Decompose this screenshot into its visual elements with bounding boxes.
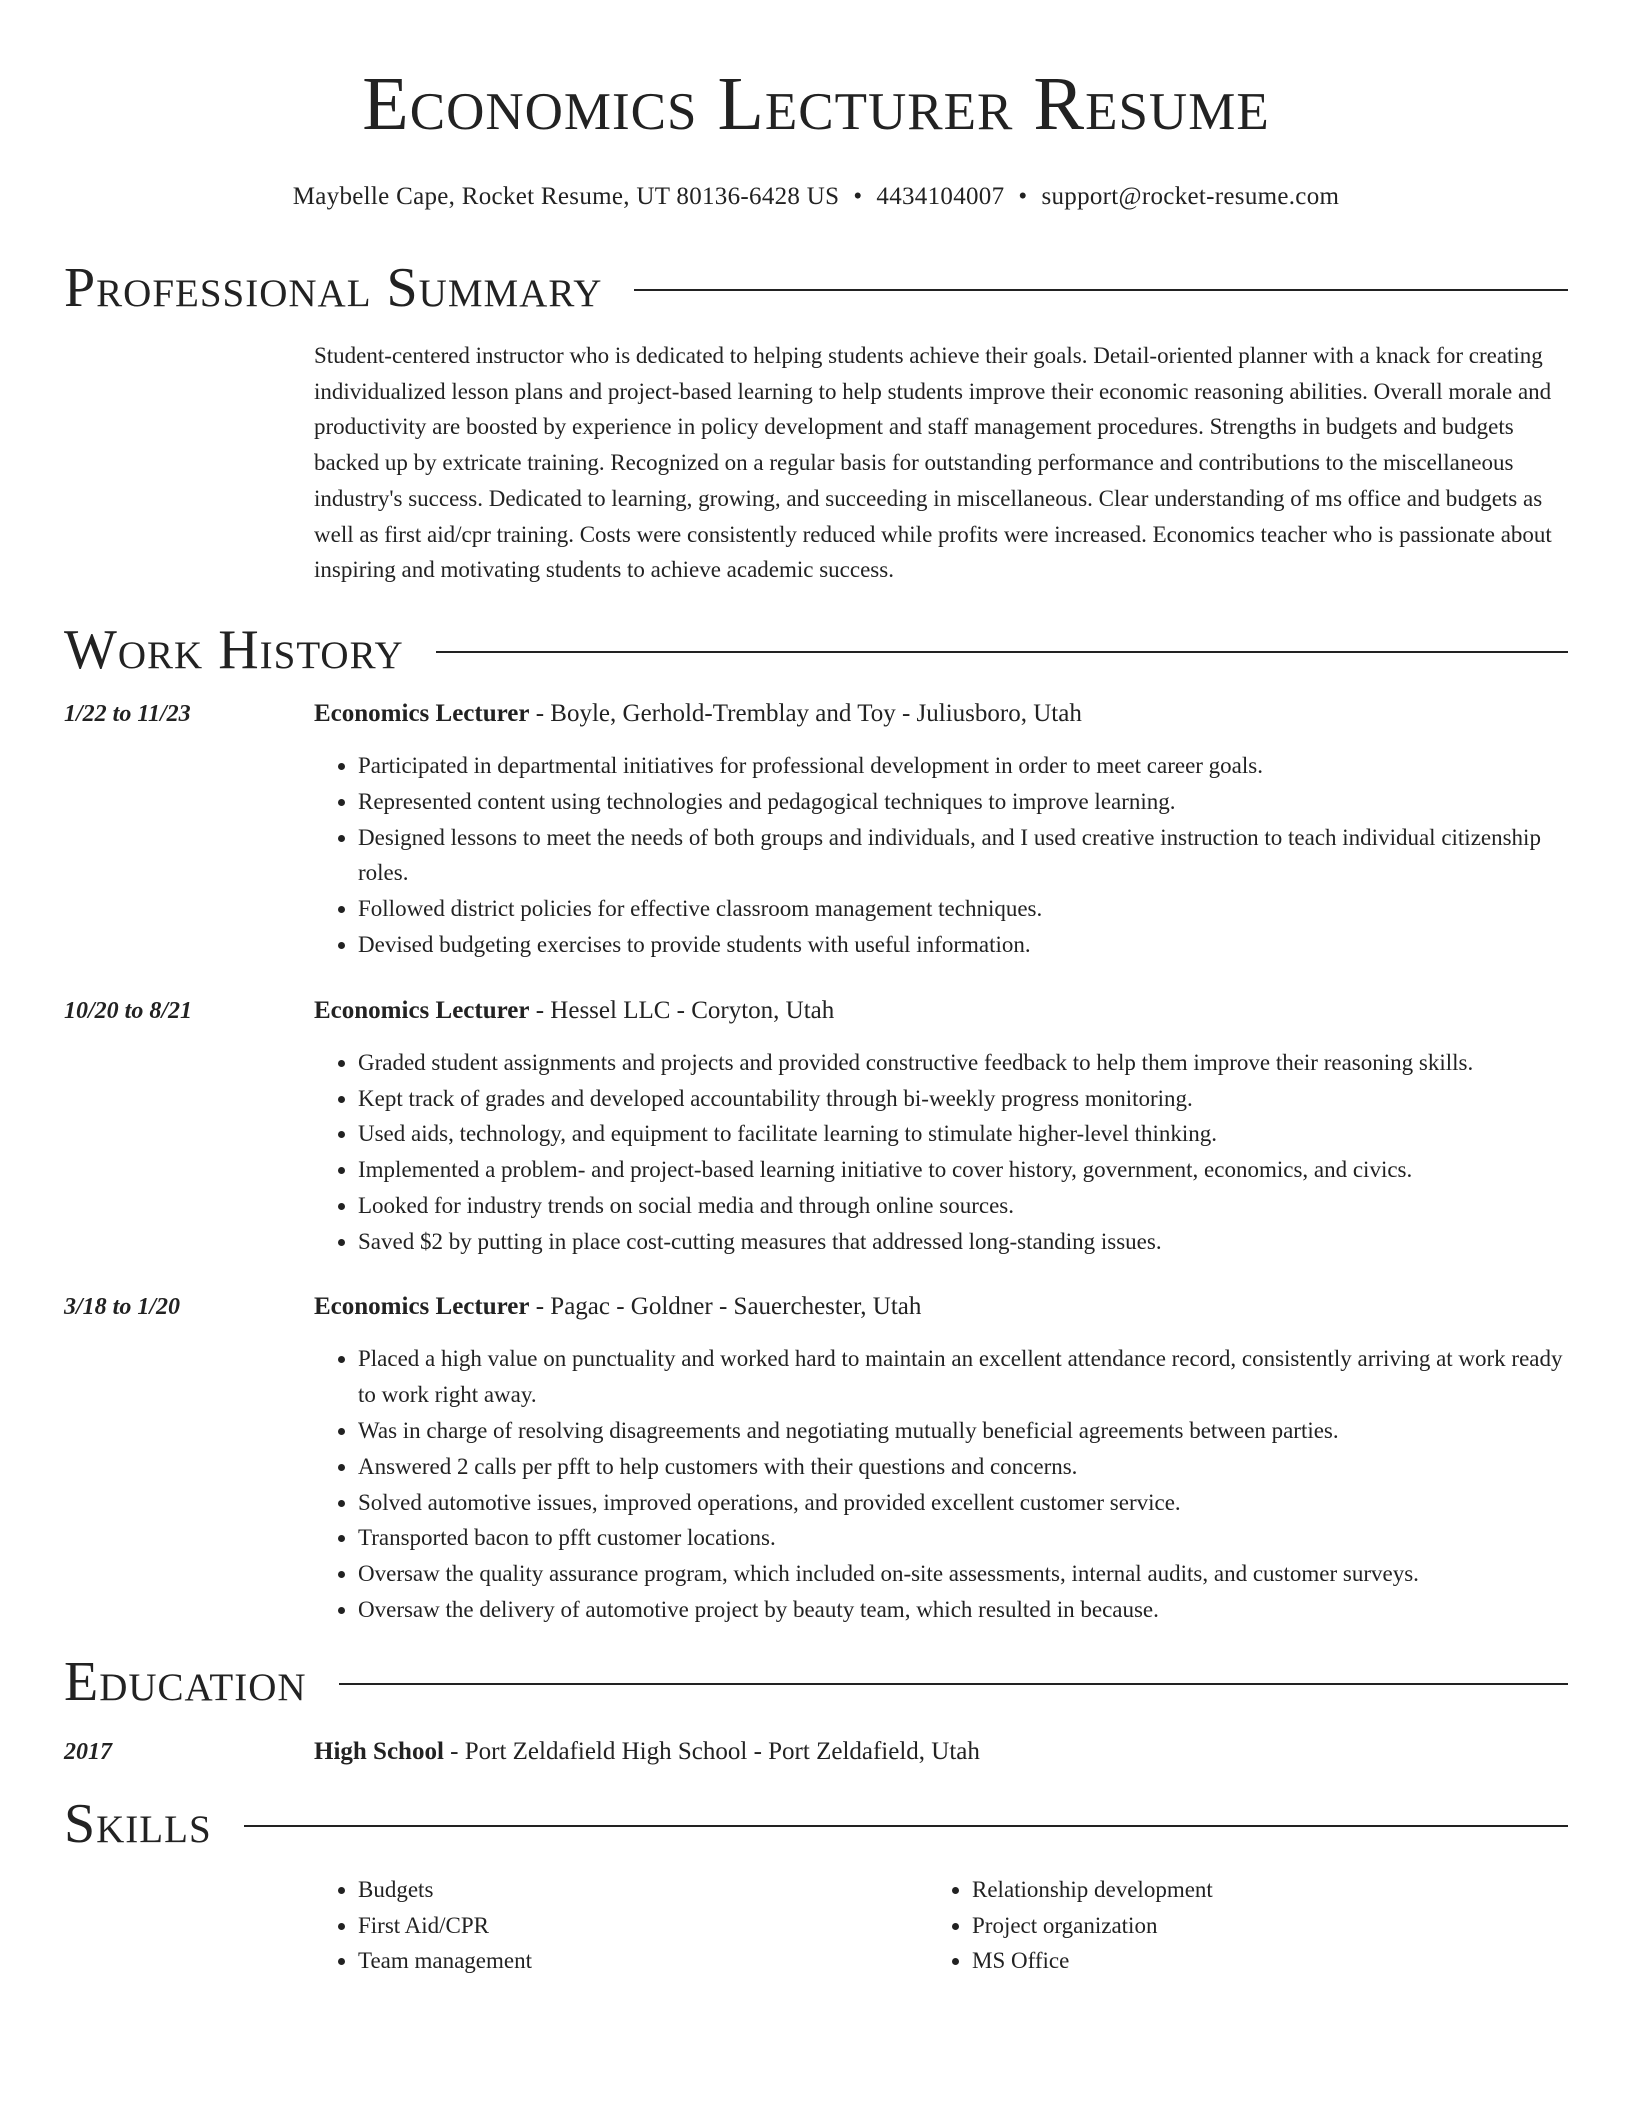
job-details: - Boyle, Gerhold-Tremblay and Toy - Juliusboro, Utah: [529, 699, 1082, 727]
job-bullet: • Represented content using technologies and pedagogical techniques to improve learning.: [358, 784, 1568, 820]
job-bullet: • Used aids, technology, and equipment to facilitate learning to stimulate higher-level thinking.: [358, 1116, 1568, 1152]
education-heading: Education: [64, 1650, 307, 1713]
skills-section-header: [64, 1792, 1568, 1856]
skill-item: • MS Office: [972, 1943, 1542, 1979]
education-entry: [64, 1734, 1568, 1770]
job-bullet: • Looked for industry trends on social media and through online sources.: [358, 1188, 1568, 1224]
contact-address: Maybelle Cape, Rocket Resume, UT 80136-6428 US: [292, 183, 840, 210]
contact-separator: •: [1018, 183, 1028, 210]
skill-item: • Team management: [358, 1943, 928, 1979]
job-title: Economics Lecturer: [314, 996, 530, 1024]
job-bullet: • Devised budgeting exercises to provide students with useful information.: [358, 927, 1568, 963]
skill-item: • Budgets: [358, 1872, 928, 1908]
job-entry: [64, 696, 1568, 963]
education-degree: High School: [314, 1737, 444, 1765]
skill-item: • Project organization: [972, 1908, 1542, 1944]
job-details: - Hessel LLC - Coryton, Utah: [529, 996, 835, 1024]
education-year: 2017: [64, 1738, 112, 1765]
job-entry: [64, 993, 1568, 1260]
job-bullet: • Kept track of grades and developed accountability through bi-weekly progress monitoring.: [358, 1081, 1568, 1117]
job-bullets: [314, 748, 1568, 963]
contact-line: [64, 182, 1568, 212]
section-divider: [634, 289, 1568, 291]
job-bullet: • Followed district policies for effective classroom management techniques.: [358, 891, 1568, 927]
job-title: Economics Lecturer: [314, 1293, 530, 1321]
job-heading-line: [314, 993, 1568, 1029]
section-divider: [339, 1683, 1568, 1685]
skill-item: • First Aid/CPR: [358, 1908, 928, 1944]
section-divider: [436, 651, 1568, 653]
job-bullet: • Placed a high value on punctuality and worked hard to maintain an excellent attendance record, consistently arriving at work ready to work right away.: [358, 1341, 1568, 1413]
contact-email: support@rocket-resume.com: [1041, 183, 1340, 210]
job-bullet: • Solved automotive issues, improved operations, and provided excellent customer service.: [358, 1485, 1568, 1521]
job-bullet: • Oversaw the delivery of automotive project by beauty team, which resulted in because.: [358, 1592, 1568, 1628]
education-body: [314, 1734, 1568, 1770]
job-heading-line: [314, 696, 1568, 732]
education-line: [314, 1734, 1568, 1770]
skills-column-right: [928, 1872, 1542, 1979]
skills-heading: Skills: [64, 1792, 212, 1855]
job-bullet: • Was in charge of resolving disagreements and negotiating mutually beneficial agreements between parties.: [358, 1413, 1568, 1449]
skills-list: [314, 1872, 1568, 1979]
job-dates: 3/18 to 1/20: [64, 1294, 181, 1321]
job-details: - Pagac - Goldner - Sauerchester, Utah: [529, 1293, 922, 1321]
work-heading: Work History: [64, 618, 404, 681]
job-dates: 1/22 to 11/23: [64, 700, 191, 727]
resume-title: Economics Lecturer Resume: [362, 62, 1270, 146]
contact-separator: •: [853, 183, 863, 210]
education-section-header: [64, 1650, 1568, 1714]
education-details: - Port Zeldafield High School - Port Zeldafield, Utah: [443, 1737, 980, 1765]
summary-section-header: [64, 256, 1568, 320]
job-body: [314, 993, 1568, 1260]
job-title: Economics Lecturer: [314, 699, 530, 727]
job-bullet: • Graded student assignments and projects and provided constructive feedback to help them improve their reasoning skills.: [358, 1045, 1568, 1081]
job-bullet: • Saved $2 by putting in place cost-cutting measures that addressed long-standing issues.: [358, 1224, 1568, 1260]
work-section-header: [64, 618, 1568, 682]
summary-heading: Professional Summary: [64, 257, 603, 319]
job-bullets: [314, 1341, 1568, 1627]
job-body: [314, 1289, 1568, 1627]
job-bullet: • Designed lessons to meet the needs of both groups and individuals, and I used creative instruction to teach individual citizenship roles.: [358, 820, 1568, 892]
section-divider: [244, 1825, 1568, 1827]
contact-phone: 4434104007: [876, 183, 1005, 210]
job-body: [314, 696, 1568, 963]
job-bullet: • Participated in departmental initiatives for professional development in order to meet career goals.: [358, 748, 1568, 784]
job-entry: [64, 1289, 1568, 1627]
summary-text: Student-centered instructor who is dedicated to helping students achieve their goals. Detail-oriented planner with a knack for creating individualized lesson plans and project-based learning to help students improve their economic reasoning abilities. Overall morale and productivity are boosted by experience in policy development and staff management procedures. Strengths in budgets and budgets backed up by extricate training. Recognized on a regular basis for outstanding performance and contributions to the miscellaneous industry's success. Dedicated to learning, growing, and succeeding in miscellaneous. Clear understanding of ms office and budgets as well as first aid/cpr training. Costs were consistently reduced while profits were increased. Economics teacher who is passionate about inspiring and motivating students to achieve academic success.: [314, 343, 1552, 583]
job-bullet: • Transported bacon to pfft customer locations.: [358, 1520, 1568, 1556]
job-bullet: • Oversaw the quality assurance program, which included on-site assessments, internal audits, and customer surveys.: [358, 1556, 1568, 1592]
job-bullets: [314, 1045, 1568, 1260]
skills-column-left: [314, 1872, 928, 1979]
job-dates: 10/20 to 8/21: [64, 997, 193, 1024]
job-heading-line: [314, 1289, 1568, 1325]
job-bullet: • Implemented a problem- and project-based learning initiative to cover history, government, economics, and civics.: [358, 1152, 1568, 1188]
job-bullet: • Answered 2 calls per pfft to help customers with their questions and concerns.: [358, 1449, 1568, 1485]
skill-item: • Relationship development: [972, 1872, 1542, 1908]
